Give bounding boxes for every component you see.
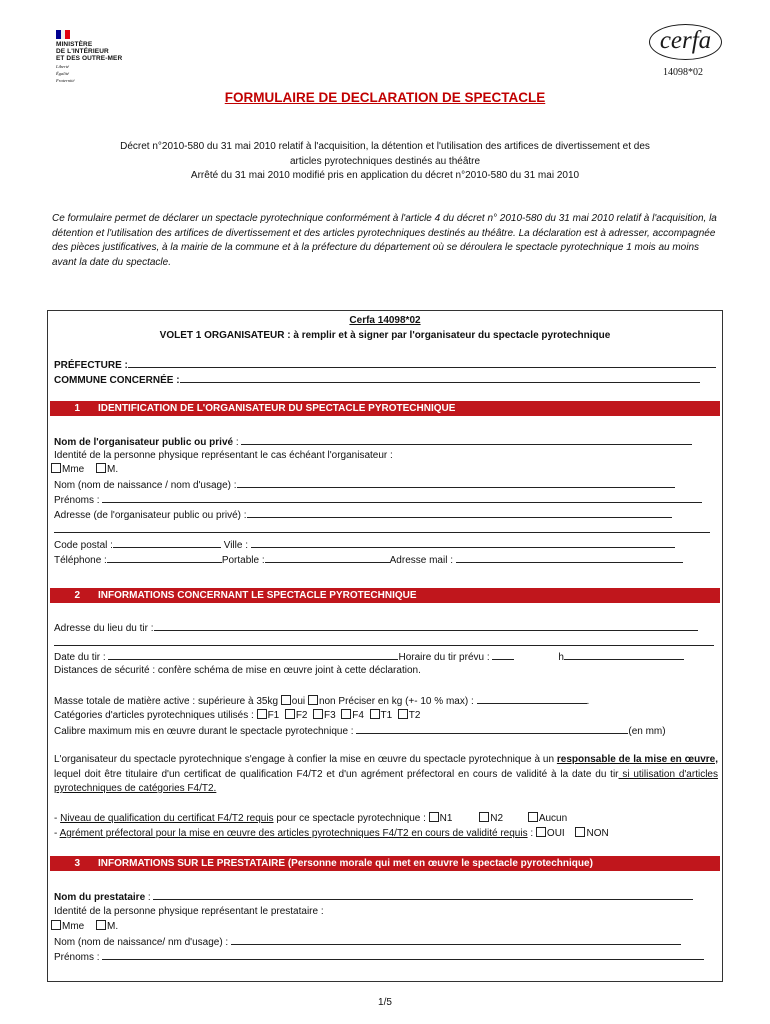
section-3-title: INFORMATIONS SUR LE PRESTATAIRE (Personne morale qui met en œuvre le spectacle pyrotechnique) [98,858,593,869]
cat-t2-label: T2 [408,710,421,721]
form-header [48,313,722,343]
ministry-line-1: MINISTÈRE [56,41,93,48]
niveau-aucun-label: Aucun [538,813,568,824]
prestataire-name-label: Nom du prestataire [54,892,146,903]
niveau-n1-label: N1 [439,813,453,824]
niveau-label-rest: pour ce spectacle pyrotechnique : [273,813,426,824]
cat-f4-checkbox[interactable] [341,709,351,719]
agrement-dash: - [54,828,60,839]
prestataire-prenoms-label: Prénoms : [54,952,100,963]
agrement-label: Agrément préfectoral pour la mise en œuvre des articles pyrotechniques F4/T2 en cours de validité requis [59,828,528,839]
org-cp-label: Code postal : [54,540,113,551]
distances-text: Distances de sécurité : confère schéma de mise en œuvre joint à cette déclaration. [54,665,421,676]
date-tir-field[interactable] [108,650,398,660]
prestataire-prenoms-row [54,950,704,964]
cat-f1-checkbox[interactable] [257,709,267,719]
adresse-tir-field-2[interactable] [54,636,714,646]
org-name-sep: : [233,437,239,448]
prestataire-civility-row [51,920,118,933]
cat-t1-label: T1 [380,710,393,721]
org-prenoms-label: Prénoms : [54,495,100,506]
org-prenoms-field[interactable] [102,493,702,503]
french-flag-icon [56,30,70,39]
org-adresse-field[interactable] [247,508,672,518]
adresse-tir-line2 [54,636,714,650]
section-1-number: 1 [74,403,80,414]
adresse-tir-row [54,621,698,635]
cat-t1-checkbox[interactable] [370,709,380,719]
decree-line-1: Décret n°2010-580 du 31 mai 2010 relatif à l'acquisition, la détention et l'utilisation des artifices de divertissement et des [120,141,650,152]
agrement-oui-label: OUI [546,828,565,839]
motto-line-2: Égalité [56,71,69,76]
calibre-unit: (en mm) [628,726,666,737]
niveau-n2-checkbox[interactable] [479,812,489,822]
org-tel-field[interactable] [107,553,222,563]
engagement-text-2: lequel doit être titulaire d'un certificat de qualification F4/T2 et d'un agrément préfectoral en cours de validité à la date du tir [54,768,619,780]
horaire-minutes-field[interactable] [564,650,684,660]
prestataire-name-row [54,890,693,904]
categories-label: Catégories d'articles pyrotechniques utilisés : [54,710,254,721]
niveau-dash: - [54,813,61,824]
prefecture-row [54,358,716,372]
prestataire-mme-label: Mme [62,921,85,932]
prestataire-m-label: M. [107,921,119,932]
date-tir-label: Date du tir : [54,652,106,663]
prestataire-name-field[interactable] [153,890,693,900]
org-tel-label: Téléphone : [54,555,107,566]
cat-f1-label: F1 [267,710,280,721]
org-adresse-row [54,508,672,522]
org-phone-row [54,553,683,567]
calibre-field[interactable] [356,724,628,734]
prestataire-rep-label: Identité de la personne physique représentant le prestataire : [54,906,324,917]
section-1-title: IDENTIFICATION DE L'ORGANISATEUR DU SPECTACLE PYROTECHNIQUE [98,403,456,414]
org-rep-label: Identité de la personne physique représentant le cas échéant l'organisateur : [54,450,393,461]
org-prenoms-row [54,493,702,507]
org-name-row [54,435,692,449]
cat-f2-checkbox[interactable] [285,709,295,719]
cat-f3-checkbox[interactable] [313,709,323,719]
prefecture-field[interactable] [128,358,716,368]
decree-line-3: Arrêté du 31 mai 2010 modifié pris en application du décret n°2010-580 du 31 mai 2010 [190,170,580,181]
horaire-label: Horaire du tir prévu : [398,652,490,663]
m-checkbox[interactable] [96,463,106,473]
page-number: 1/5 [378,997,392,1008]
mme-label: Mme [62,464,85,475]
horaire-hours-field[interactable] [492,650,514,660]
cat-f4-label: F4 [352,710,364,721]
org-adresse-field-2[interactable] [54,523,710,533]
engagement-responsable: responsable de la mise en œuvre, [556,754,718,765]
org-nom-label: Nom (nom de naissance / nom d'usage) : [54,480,237,491]
prestataire-prenoms-field[interactable] [102,950,704,960]
cat-f3-label: F3 [324,710,336,721]
org-mail-field[interactable] [456,553,683,563]
decree-text [52,140,718,184]
prestataire-mme-checkbox[interactable] [51,920,61,930]
org-ville-label: Ville : [223,540,248,551]
agrement-label-rest: : [527,828,534,839]
adresse-tir-label: Adresse du lieu du tir : [54,623,154,634]
section-1-bar [50,401,720,416]
cerfa-logo: cerfa [649,24,722,60]
volet-title: VOLET 1 ORGANISATEUR : à remplir et à signer par l'organisateur du spectacle pyrotechnique [159,330,611,341]
org-name-field[interactable] [241,435,692,445]
section-2-number: 2 [74,590,80,601]
decree-line-2: articles pyrotechniques destinés au théâtre [289,155,481,167]
org-civility-row [51,463,118,476]
org-adresse-label: Adresse (de l'organisateur public ou privé) : [54,510,247,521]
org-nom-row [54,478,675,492]
commune-row [54,373,700,387]
org-adresse-line2 [54,523,710,537]
cat-f2-label: F2 [295,710,308,721]
org-mail-label: Adresse mail : [389,555,453,566]
org-name-label: Nom de l'organisateur public ou privé [54,437,234,448]
prestataire-nom-row [54,935,681,949]
niveau-n2-label: N2 [490,813,504,824]
agrement-row [54,827,609,840]
commune-field[interactable] [180,373,700,383]
masse-kg-field[interactable] [477,694,587,704]
commune-label: COMMUNE CONCERNÉE : [54,375,180,386]
prefecture-label: PRÉFECTURE : [54,360,128,371]
ministry-logo [56,30,146,83]
ministry-line-2: DE L'INTÉRIEUR [56,48,109,55]
ministry-line-3: ET DES OUTRE-MER [56,55,123,62]
cerfa-number: 14098*02 [663,67,703,78]
page-title: FORMULAIRE DE DECLARATION DE SPECTACLE [224,90,546,105]
org-nom-field[interactable] [237,478,675,488]
intro-paragraph: Ce formulaire permet de déclarer un spectacle pyrotechnique conformément à l'article 4 du décret n° 2010-580 du 31 mai 2010 relatif à l'acquisition, la détention et l'utilisation des artifices de divertissement et des articles pyrotechniques destinés au théâtre. La déclaration est à adresser, accompagnée des pièces justificatives, à la mairie de la commune et à la préfecture du département où se déroulera le spectacle pyrotechnique 1 mois au moins avant la date du spectacle. [52,213,717,268]
mme-checkbox[interactable] [51,463,61,473]
niveau-label: Niveau de qualification du certificat F4/T2 requis [60,813,274,824]
org-cp-row [54,538,675,552]
agrement-oui-checkbox[interactable] [536,827,546,837]
masse-row: Masse totale de matière active : supérieure à 35kg oui non Préciser en kg (+- 10 % max) : . [54,696,590,707]
agrement-non-label: NON [586,828,609,839]
masse-label: Masse totale de matière active : supérieure à 35kg [54,696,279,707]
niveau-aucun-checkbox[interactable] [528,812,538,822]
adresse-tir-field[interactable] [154,621,698,631]
form-box [47,310,723,982]
horaire-h: h [558,652,564,663]
prestataire-nom-label: Nom (nom de naissance/ nm d'usage) : [54,937,229,948]
niveau-n1-checkbox[interactable] [429,812,439,822]
calibre-row [54,724,666,738]
org-ville-field[interactable] [251,538,675,548]
org-portable-label: Portable : [221,555,265,566]
m-label: M. [107,464,119,475]
categories-row [54,709,420,722]
masse-oui-checkbox[interactable] [281,695,291,705]
cat-t2-checkbox[interactable] [398,709,408,719]
engagement-text-3: si utilisation d'articles pyrotechniques de catégories F4/T2. [54,768,718,794]
masse-oui-label: oui [291,696,306,707]
calibre-label: Calibre maximum mis en œuvre durant le spectacle pyrotechnique : [54,726,354,737]
section-3-number: 3 [74,858,80,869]
motto-line-1: Liberté [56,64,69,69]
engagement-text-1: L'organisateur du spectacle pyrotechnique s'engage à confier la mise en œuvre du spectacle pyrotechnique à un [54,754,557,765]
prestataire-m-checkbox[interactable] [96,920,106,930]
section-2-title: INFORMATIONS CONCERNANT LE SPECTACLE PYROTECHNIQUE [98,590,417,601]
niveau-row [54,812,567,825]
motto-line-3: Fraternité [56,78,75,83]
engagement-paragraph [54,753,718,797]
section-2-bar [50,588,720,603]
masse-non-label: non Préciser en kg (+- 10 % max) : [318,696,474,707]
org-portable-field[interactable] [265,553,390,563]
prestataire-name-sep: : [145,892,151,903]
org-cp-field[interactable] [113,538,221,548]
section-3-bar [50,856,720,871]
agrement-non-checkbox[interactable] [575,827,585,837]
prestataire-nom-field[interactable] [231,935,681,945]
cerfa-reference: Cerfa 14098*02 [349,315,421,326]
date-tir-row [54,650,684,664]
masse-non-checkbox[interactable] [308,695,318,705]
